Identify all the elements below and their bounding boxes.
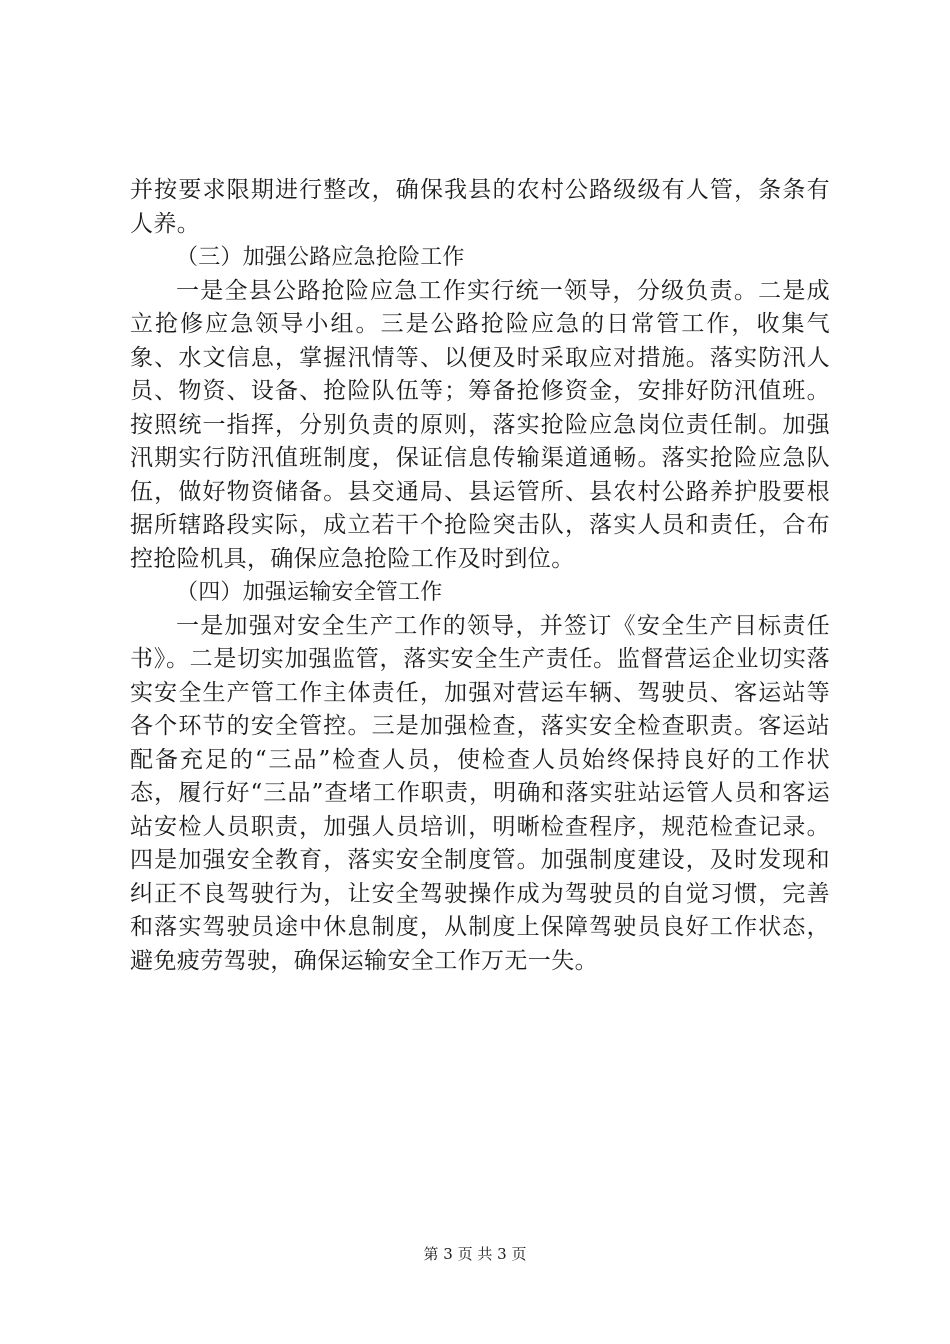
paragraph-emergency-repair: 一是全县公路抢险应急工作实行统一领导，分级负责。二是成立抢修应急领导小组。三是公路抢险应急的日常管工作，收集气象、水文信息，掌握汛情等、以便及时采取应对措施。落实防汛人员、物资、设备、抢险队伍等；筹备抢修资金，安排好防汛值班。按照统一指挥，分别负责的原则，落实抢险应急岗位责任制。加强汛期实行防汛值班制度，保证信息传输渠道通畅。落实抢险应急队伍，做好物资储备。县交通局、县运管所、县农村公路养护股要根据所辖路段实际，成立若干个抢险突击队，落实人员和责任，合布控抢险机具，确保应急抢险工作及时到位。 bbox=[130, 277, 830, 572]
paragraph-continuation: 并按要求限期进行整改，确保我县的农村公路级级有人管，条条有人养。 bbox=[130, 177, 830, 237]
document-body bbox=[130, 174, 830, 978]
paragraph-transport-safety: 一是加强对安全生产工作的领导，并签订《安全生产目标责任书》。二是切实加强监管，落实安全生产责任。监督营运企业切实落实安全生产管工作主体责任，加强对营运车辆、驾驶员、客运站等各个环节的安全管控。三是加强检查，落实安全检查职责。客运站配备充足的“三品”检查人员，使检查人员始终保持良好的工作状态，履行好“三品”查堵工作职责，明确和落实驻站运管人员和客运站安检人员职责，加强人员培训，明晰检查程序，规范检查记录。四是加强安全教育，落实安全制度管。加强制度建设，及时发现和纠正不良驾驶行为，让安全驾驶操作成为驾驶员的自觉习惯，完善和落实驾驶员途中休息制度，从制度上保障驾驶员良好工作状态，避免疲劳驾驶，确保运输安全工作万无一失。 bbox=[130, 612, 830, 974]
section-heading-3: （三）加强公路应急抢险工作 bbox=[176, 245, 465, 270]
page-number-footer: 第 3 页 共 3 页 bbox=[423, 1245, 527, 1263]
section-heading-4: （四）加强运输安全管工作 bbox=[176, 580, 443, 605]
